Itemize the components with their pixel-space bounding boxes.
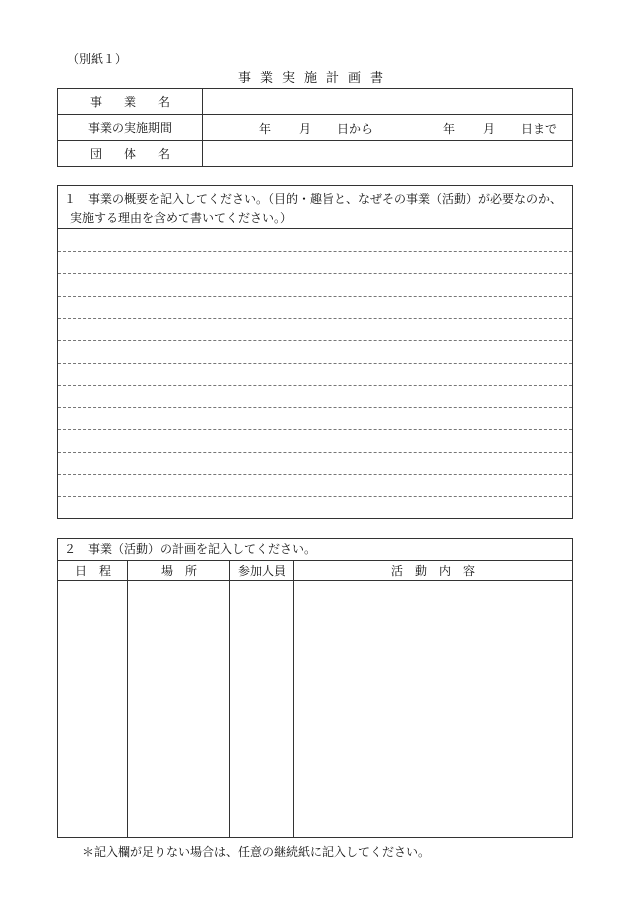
- writing-line: [58, 452, 572, 453]
- section1-instruction-line1: １ 事業の概要を記入してください。（目的・趣旨と、なぜその事業（活動）が必要なのか、: [64, 192, 563, 206]
- writing-line: [58, 474, 572, 475]
- schedule-column[interactable]: [58, 561, 128, 837]
- attachment-label: （別紙１）: [67, 52, 128, 66]
- group-name-label: 団体名: [89, 147, 192, 161]
- writing-line: [58, 296, 572, 297]
- document-title: 事業実施計画書: [237, 71, 392, 86]
- col-header-participants: 参加人員: [230, 561, 294, 581]
- project-name-field[interactable]: [203, 89, 573, 115]
- writing-line: [58, 251, 572, 252]
- project-name-label: 事業名: [89, 95, 192, 109]
- writing-line: [58, 273, 572, 274]
- group-name-field[interactable]: [203, 141, 573, 167]
- period-field[interactable]: [203, 115, 573, 141]
- section1-header: [58, 186, 572, 229]
- period-label: 事業の実施期間: [58, 115, 203, 141]
- footer-note: ＊記入欄が足りない場合は、任意の継続紙に記入してください。: [82, 845, 431, 859]
- section1-box: [57, 185, 573, 519]
- writing-line: [58, 429, 572, 430]
- writing-line: [58, 340, 572, 341]
- place-column[interactable]: [128, 561, 230, 837]
- section2-box: [57, 538, 573, 838]
- period-month-start: 月: [299, 122, 312, 136]
- schedule-table: [58, 561, 572, 837]
- col-header-activity: 活 動 内 容: [294, 561, 572, 581]
- writing-line: [58, 385, 572, 386]
- period-row: [58, 115, 573, 141]
- period-day-end: 日まで: [521, 122, 558, 136]
- project-name-row: [58, 89, 573, 115]
- period-year-start: 年: [259, 122, 272, 136]
- col-header-place: 場 所: [128, 561, 230, 581]
- section2-instruction: ２ 事業（活動）の計画を記入してください。: [58, 539, 572, 561]
- writing-line: [58, 363, 572, 364]
- period-month-end: 月: [483, 122, 496, 136]
- col-header-schedule: 日 程: [58, 561, 128, 581]
- group-name-row: [58, 141, 573, 167]
- period-day-start: 日から: [337, 122, 374, 136]
- writing-line: [58, 496, 572, 497]
- writing-line: [58, 407, 572, 408]
- writing-line: [58, 318, 572, 319]
- section1-instruction-line2: 実施する理由を含めて書いてください。）: [70, 211, 293, 225]
- participants-column[interactable]: [230, 561, 294, 837]
- info-table: [57, 88, 573, 167]
- period-year-end: 年: [443, 122, 456, 136]
